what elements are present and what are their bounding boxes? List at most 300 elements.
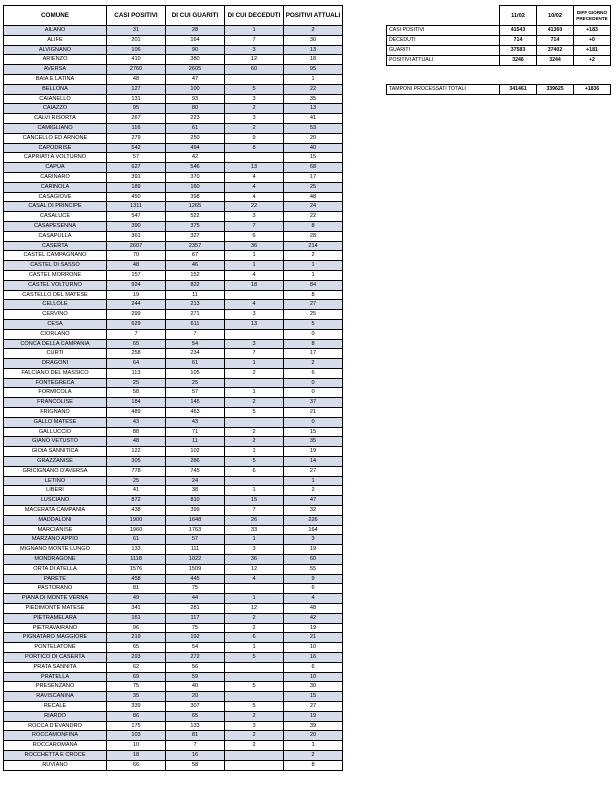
casi-positivi-cell: 299 xyxy=(107,310,166,320)
comune-cell: LUSCIANO xyxy=(4,496,107,506)
table-row xyxy=(4,221,343,231)
comune-cell: BELLONA xyxy=(4,84,107,94)
summary-header-diff xyxy=(574,6,611,26)
casi-positivi-cell: 279 xyxy=(107,133,166,143)
positivi-attuali-cell: 40 xyxy=(284,143,343,153)
deceduti-cell: 12 xyxy=(225,564,284,574)
positivi-attuali-cell: 42 xyxy=(284,613,343,623)
comune-cell: GRAZZANISE xyxy=(4,457,107,467)
summary-diff-cell: +1836 xyxy=(574,85,611,95)
guariti-cell: 1763 xyxy=(166,525,225,535)
casi-positivi-cell: 1900 xyxy=(107,515,166,525)
summary-header-date-2: 10/02 xyxy=(537,6,574,26)
comune-cell: CASAGIOVE xyxy=(4,192,107,202)
guariti-cell: 192 xyxy=(166,633,225,643)
deceduti-cell: 3 xyxy=(225,94,284,104)
positivi-attuali-cell: 68 xyxy=(284,163,343,173)
comune-cell: PONTELATONE xyxy=(4,643,107,653)
casi-positivi-cell: 542 xyxy=(107,143,166,153)
comune-cell: CARINOLA xyxy=(4,182,107,192)
comune-cell: CASAPULLA xyxy=(4,231,107,241)
casi-positivi-cell: 58 xyxy=(107,388,166,398)
guariti-cell: 250 xyxy=(166,133,225,143)
summary-label-cell: POSITIVI ATTUALI xyxy=(387,56,500,66)
summary-spacer-cell xyxy=(500,75,537,85)
comune-cell: GALLO MATESE xyxy=(4,417,107,427)
summary-spacer-cell xyxy=(500,66,537,76)
guariti-cell: 1022 xyxy=(166,555,225,565)
summary-label-cell: GUARITI xyxy=(387,46,500,56)
table-row xyxy=(4,26,343,36)
table-row xyxy=(4,172,343,182)
summary-value-10-02: 41360 xyxy=(537,26,574,36)
positivi-attuali-cell: 1 xyxy=(284,74,343,84)
summary-label-cell: TAMPONI PROCESSATI TOTALI xyxy=(387,85,500,95)
positivi-attuali-cell: 27 xyxy=(284,701,343,711)
comune-cell: MADDALONI xyxy=(4,515,107,525)
table-row xyxy=(4,682,343,692)
summary-header-diff-line2: PRECEDENTE xyxy=(576,15,608,21)
guariti-cell: 234 xyxy=(166,349,225,359)
deceduti-cell: 2 xyxy=(225,613,284,623)
deceduti-cell xyxy=(225,584,284,594)
table-row xyxy=(4,163,343,173)
positivi-attuali-cell: 15 xyxy=(284,153,343,163)
table-row xyxy=(4,35,343,45)
guariti-cell: 105 xyxy=(166,368,225,378)
table-row xyxy=(4,545,343,555)
summary-spacer-cell xyxy=(574,66,611,76)
positivi-attuali-cell: 25 xyxy=(284,182,343,192)
casi-positivi-cell: 2607 xyxy=(107,241,166,251)
comune-cell: PRATA SANNITA xyxy=(4,662,107,672)
summary-row xyxy=(387,36,611,46)
table-row xyxy=(4,486,343,496)
summary-spacer-row xyxy=(387,75,611,85)
casi-positivi-cell: 43 xyxy=(107,417,166,427)
positivi-attuali-cell: 164 xyxy=(284,525,343,535)
table-row xyxy=(4,750,343,760)
deceduti-cell: 2 xyxy=(225,368,284,378)
guariti-cell: 102 xyxy=(166,447,225,457)
positivi-attuali-cell: 4 xyxy=(284,594,343,604)
table-row xyxy=(4,555,343,565)
deceduti-cell xyxy=(225,760,284,770)
deceduti-cell: 4 xyxy=(225,192,284,202)
comune-cell: RUVIANO xyxy=(4,760,107,770)
casi-positivi-cell: 293 xyxy=(107,653,166,663)
comune-cell: PIETRAVAIRANO xyxy=(4,623,107,633)
positivi-attuali-cell: 28 xyxy=(284,231,343,241)
table-row xyxy=(4,182,343,192)
summary-label-cell: CASI POSITIVI xyxy=(387,26,500,36)
guariti-cell: 1648 xyxy=(166,515,225,525)
guariti-cell: 25 xyxy=(166,378,225,388)
table-row xyxy=(4,133,343,143)
guariti-cell: 111 xyxy=(166,545,225,555)
deceduti-cell: 5 xyxy=(225,653,284,663)
summary-diff-cell: +181 xyxy=(574,46,611,56)
comune-cell: CASTEL MORRONE xyxy=(4,270,107,280)
deceduti-cell: 1 xyxy=(225,447,284,457)
table-row xyxy=(4,143,343,153)
table-row xyxy=(4,104,343,114)
casi-positivi-cell: 244 xyxy=(107,300,166,310)
guariti-cell: 11 xyxy=(166,437,225,447)
guariti-cell: 43 xyxy=(166,417,225,427)
guariti-cell: 133 xyxy=(166,721,225,731)
deceduti-cell: 2 xyxy=(225,711,284,721)
summary-diff-cell: +183 xyxy=(574,26,611,36)
guariti-cell: 59 xyxy=(166,672,225,682)
comune-cell: CARINARO xyxy=(4,172,107,182)
positivi-attuali-cell: 13 xyxy=(284,104,343,114)
guariti-cell: 463 xyxy=(166,408,225,418)
comune-cell: CESA xyxy=(4,319,107,329)
table-row xyxy=(4,65,343,75)
guariti-cell: 54 xyxy=(166,339,225,349)
table-row xyxy=(4,515,343,525)
table-row xyxy=(4,310,343,320)
deceduti-cell: 60 xyxy=(225,65,284,75)
positivi-attuali-cell: 47 xyxy=(284,496,343,506)
deceduti-cell: 2 xyxy=(225,104,284,114)
deceduti-cell xyxy=(225,290,284,300)
guariti-cell: 822 xyxy=(166,280,225,290)
positivi-attuali-cell: 226 xyxy=(284,515,343,525)
guariti-cell: 380 xyxy=(166,55,225,65)
deceduti-cell: 4 xyxy=(225,172,284,182)
positivi-attuali-cell: 8 xyxy=(284,290,343,300)
deceduti-cell: 3 xyxy=(225,45,284,55)
deceduti-cell: 1 xyxy=(225,26,284,36)
comune-cell: MARZANO APPIO xyxy=(4,535,107,545)
comune-cell: CONCA DELLA CAMPANIA xyxy=(4,339,107,349)
comune-cell: FONTEGRECA xyxy=(4,378,107,388)
table-row xyxy=(4,261,343,271)
comune-cell: ROCCA D'EVANDRO xyxy=(4,721,107,731)
positivi-attuali-cell: 8 xyxy=(284,339,343,349)
deceduti-cell: 4 xyxy=(225,300,284,310)
guariti-cell: 7 xyxy=(166,329,225,339)
guariti-cell: 81 xyxy=(166,731,225,741)
casi-positivi-cell: 61 xyxy=(107,535,166,545)
casi-positivi-cell: 1960 xyxy=(107,525,166,535)
casi-positivi-cell: 35 xyxy=(107,692,166,702)
deceduti-cell: 2 xyxy=(225,741,284,751)
deceduti-cell: 6 xyxy=(225,466,284,476)
comune-cell: LIBERI xyxy=(4,486,107,496)
comune-cell: CELLOLE xyxy=(4,300,107,310)
casi-positivi-cell: 65 xyxy=(107,339,166,349)
comune-cell: CAPODRISE xyxy=(4,143,107,153)
comune-cell: GRICIGNANO D'AVERSA xyxy=(4,466,107,476)
guariti-cell: 281 xyxy=(166,604,225,614)
casi-positivi-cell: 18 xyxy=(107,750,166,760)
positivi-attuali-cell: 17 xyxy=(284,349,343,359)
deceduti-cell: 12 xyxy=(225,55,284,65)
positivi-attuali-cell: 19 xyxy=(284,623,343,633)
deceduti-cell: 2 xyxy=(225,427,284,437)
comune-cell: BAIA E LATINA xyxy=(4,74,107,84)
casi-positivi-cell: 48 xyxy=(107,261,166,271)
table-row xyxy=(4,525,343,535)
casi-positivi-cell: 57 xyxy=(107,153,166,163)
summary-table xyxy=(386,5,611,95)
deceduti-cell: 26 xyxy=(225,515,284,525)
casi-positivi-cell: 31 xyxy=(107,26,166,36)
deceduti-cell: 2 xyxy=(225,123,284,133)
casi-positivi-cell: 547 xyxy=(107,212,166,222)
positivi-attuali-cell: 24 xyxy=(284,202,343,212)
table-row xyxy=(4,476,343,486)
deceduti-cell: 12 xyxy=(225,604,284,614)
table-row xyxy=(4,290,343,300)
deceduti-cell: 7 xyxy=(225,349,284,359)
deceduti-cell: 1 xyxy=(225,643,284,653)
positivi-attuali-cell: 1 xyxy=(284,476,343,486)
casi-positivi-cell: 305 xyxy=(107,457,166,467)
comune-cell: GIOIA SANNITICA xyxy=(4,447,107,457)
guariti-cell: 47 xyxy=(166,74,225,84)
casi-positivi-cell: 1118 xyxy=(107,555,166,565)
table-row xyxy=(4,672,343,682)
summary-value-11-02: 714 xyxy=(500,36,537,46)
positivi-attuali-cell: 35 xyxy=(284,437,343,447)
guariti-cell: 24 xyxy=(166,476,225,486)
table-row xyxy=(4,741,343,751)
guariti-cell: 611 xyxy=(166,319,225,329)
comune-cell: AVERSA xyxy=(4,65,107,75)
deceduti-cell: 3 xyxy=(225,212,284,222)
comuni-table xyxy=(3,5,343,771)
table-row xyxy=(4,701,343,711)
guariti-cell: 307 xyxy=(166,701,225,711)
table-row xyxy=(4,692,343,702)
positivi-attuali-cell: 32 xyxy=(284,506,343,516)
comune-cell: CAIAZZO xyxy=(4,104,107,114)
positivi-attuali-cell: 0 xyxy=(284,388,343,398)
casi-positivi-cell: 25 xyxy=(107,378,166,388)
comune-cell: CURTI xyxy=(4,349,107,359)
summary-value-10-02: 3244 xyxy=(537,56,574,66)
guariti-cell: 75 xyxy=(166,584,225,594)
table-row xyxy=(4,584,343,594)
deceduti-cell xyxy=(225,378,284,388)
guariti-cell: 28 xyxy=(166,26,225,36)
positivi-attuali-cell: 30 xyxy=(284,682,343,692)
guariti-cell: 46 xyxy=(166,261,225,271)
guariti-cell: 56 xyxy=(166,662,225,672)
positivi-attuali-cell: 8 xyxy=(284,760,343,770)
summary-row xyxy=(387,46,611,56)
positivi-attuali-cell: 1 xyxy=(284,741,343,751)
summary-diff-cell: +0 xyxy=(574,36,611,46)
positivi-attuali-cell: 22 xyxy=(284,212,343,222)
deceduti-cell: 7 xyxy=(225,35,284,45)
deceduti-cell xyxy=(225,329,284,339)
deceduti-cell xyxy=(225,672,284,682)
comune-cell: CERVINO xyxy=(4,310,107,320)
casi-positivi-cell: 127 xyxy=(107,84,166,94)
casi-positivi-cell: 66 xyxy=(107,760,166,770)
table-row xyxy=(4,251,343,261)
table-row xyxy=(4,457,343,467)
table-row xyxy=(4,731,343,741)
positivi-attuali-cell: 6 xyxy=(284,662,343,672)
deceduti-cell: 3 xyxy=(225,545,284,555)
deceduti-cell: 4 xyxy=(225,574,284,584)
table-row xyxy=(4,721,343,731)
comune-cell: CASALUCE xyxy=(4,212,107,222)
table-row xyxy=(4,212,343,222)
guariti-cell: 223 xyxy=(166,114,225,124)
positivi-attuali-cell: 8 xyxy=(284,221,343,231)
guariti-cell: 61 xyxy=(166,359,225,369)
table-row xyxy=(4,662,343,672)
table-row xyxy=(4,202,343,212)
summary-label-cell: DECEDUTI xyxy=(387,36,500,46)
guariti-cell: 58 xyxy=(166,760,225,770)
casi-positivi-cell: 7 xyxy=(107,329,166,339)
summary-value-11-02: 41543 xyxy=(500,26,537,36)
deceduti-cell: 1 xyxy=(225,535,284,545)
positivi-attuali-cell: 37 xyxy=(284,398,343,408)
comune-cell: CAIANELLO xyxy=(4,94,107,104)
casi-positivi-cell: 48 xyxy=(107,74,166,84)
table-row xyxy=(4,192,343,202)
comune-cell: CALVI RISORTA xyxy=(4,114,107,124)
guariti-cell: 445 xyxy=(166,574,225,584)
casi-positivi-cell: 924 xyxy=(107,280,166,290)
comune-cell: PORTICO DI CASERTA xyxy=(4,653,107,663)
comune-cell: MONDRAGONE xyxy=(4,555,107,565)
guariti-cell: 93 xyxy=(166,94,225,104)
comune-cell: CAPRIATI A VOLTURNO xyxy=(4,153,107,163)
comune-cell: MACERATA CAMPANIA xyxy=(4,506,107,516)
table-row xyxy=(4,55,343,65)
deceduti-cell: 33 xyxy=(225,525,284,535)
casi-positivi-cell: 175 xyxy=(107,721,166,731)
casi-positivi-cell: 157 xyxy=(107,270,166,280)
comune-cell: ORTA DI ATELLA xyxy=(4,564,107,574)
deceduti-cell: 3 xyxy=(225,114,284,124)
table-row xyxy=(4,408,343,418)
comune-cell: CASTEL VOLTURNO xyxy=(4,280,107,290)
guariti-cell: 522 xyxy=(166,212,225,222)
deceduti-cell xyxy=(225,417,284,427)
guariti-cell: 44 xyxy=(166,594,225,604)
casi-positivi-cell: 131 xyxy=(107,94,166,104)
casi-positivi-cell: 113 xyxy=(107,368,166,378)
positivi-attuali-cell: 10 xyxy=(284,672,343,682)
positivi-attuali-cell: 27 xyxy=(284,466,343,476)
guariti-cell: 145 xyxy=(166,398,225,408)
casi-positivi-cell: 49 xyxy=(107,594,166,604)
positivi-attuali-cell: 41 xyxy=(284,114,343,124)
positivi-attuali-cell: 21 xyxy=(284,408,343,418)
comune-cell: CANCELLO ED ARNONE xyxy=(4,133,107,143)
casi-positivi-cell: 62 xyxy=(107,662,166,672)
table-row xyxy=(4,643,343,653)
comune-cell: CASTEL CAMPAGNANO xyxy=(4,251,107,261)
summary-diff-cell: +2 xyxy=(574,56,611,66)
comune-cell: CASTEL DI SASSO xyxy=(4,261,107,271)
casi-positivi-cell: 70 xyxy=(107,251,166,261)
positivi-attuali-cell: 0 xyxy=(284,329,343,339)
guariti-cell: 370 xyxy=(166,172,225,182)
positivi-attuali-cell: 2 xyxy=(284,251,343,261)
comune-cell: ALVIGNANO xyxy=(4,45,107,55)
summary-tamponi-row xyxy=(387,85,611,95)
guariti-cell: 54 xyxy=(166,643,225,653)
deceduti-cell: 5 xyxy=(225,701,284,711)
guariti-cell: 75 xyxy=(166,623,225,633)
positivi-attuali-cell: 15 xyxy=(284,427,343,437)
positivi-attuali-cell: 27 xyxy=(284,300,343,310)
deceduti-cell: 3 xyxy=(225,310,284,320)
casi-positivi-cell: 778 xyxy=(107,466,166,476)
positivi-attuali-cell: 19 xyxy=(284,711,343,721)
table-row xyxy=(4,368,343,378)
casi-positivi-cell: 1576 xyxy=(107,564,166,574)
summary-spacer-cell xyxy=(574,75,611,85)
comune-cell: FRANCOLISE xyxy=(4,398,107,408)
guariti-cell: 494 xyxy=(166,143,225,153)
guariti-cell: 398 xyxy=(166,192,225,202)
guariti-cell: 546 xyxy=(166,163,225,173)
table-row xyxy=(4,437,343,447)
comune-cell: CIORLANO xyxy=(4,329,107,339)
casi-positivi-cell: 122 xyxy=(107,447,166,457)
deceduti-cell: 5 xyxy=(225,84,284,94)
casi-positivi-cell: 65 xyxy=(107,643,166,653)
casi-positivi-cell: 258 xyxy=(107,349,166,359)
positivi-attuali-cell: 2 xyxy=(284,486,343,496)
casi-positivi-cell: 184 xyxy=(107,398,166,408)
table-row xyxy=(4,388,343,398)
positivi-attuali-cell: 1 xyxy=(284,270,343,280)
guariti-cell: 38 xyxy=(166,486,225,496)
deceduti-cell: 2 xyxy=(225,623,284,633)
table-row xyxy=(4,398,343,408)
casi-positivi-cell: 341 xyxy=(107,604,166,614)
guariti-cell: 286 xyxy=(166,457,225,467)
casi-positivi-cell: 391 xyxy=(107,172,166,182)
casi-positivi-cell: 267 xyxy=(107,114,166,124)
guariti-cell: 100 xyxy=(166,84,225,94)
positivi-attuali-cell: 6 xyxy=(284,584,343,594)
table-row xyxy=(4,417,343,427)
summary-value-11-02: 341461 xyxy=(500,85,537,95)
comune-cell: LETINO xyxy=(4,476,107,486)
positivi-attuali-cell: 14 xyxy=(284,457,343,467)
summary-value-10-02: 339625 xyxy=(537,85,574,95)
positivi-attuali-cell: 17 xyxy=(284,172,343,182)
casi-positivi-cell: 161 xyxy=(107,613,166,623)
comune-cell: ARIENZO xyxy=(4,55,107,65)
positivi-attuali-cell: 0 xyxy=(284,417,343,427)
casi-positivi-cell: 1311 xyxy=(107,202,166,212)
comune-cell: GALLUCCIO xyxy=(4,427,107,437)
table-row xyxy=(4,447,343,457)
casi-positivi-cell: 361 xyxy=(107,231,166,241)
deceduti-cell xyxy=(225,662,284,672)
positivi-attuali-cell: 48 xyxy=(284,604,343,614)
deceduti-cell: 7 xyxy=(225,221,284,231)
guariti-cell: 745 xyxy=(166,466,225,476)
guariti-cell: 67 xyxy=(166,251,225,261)
